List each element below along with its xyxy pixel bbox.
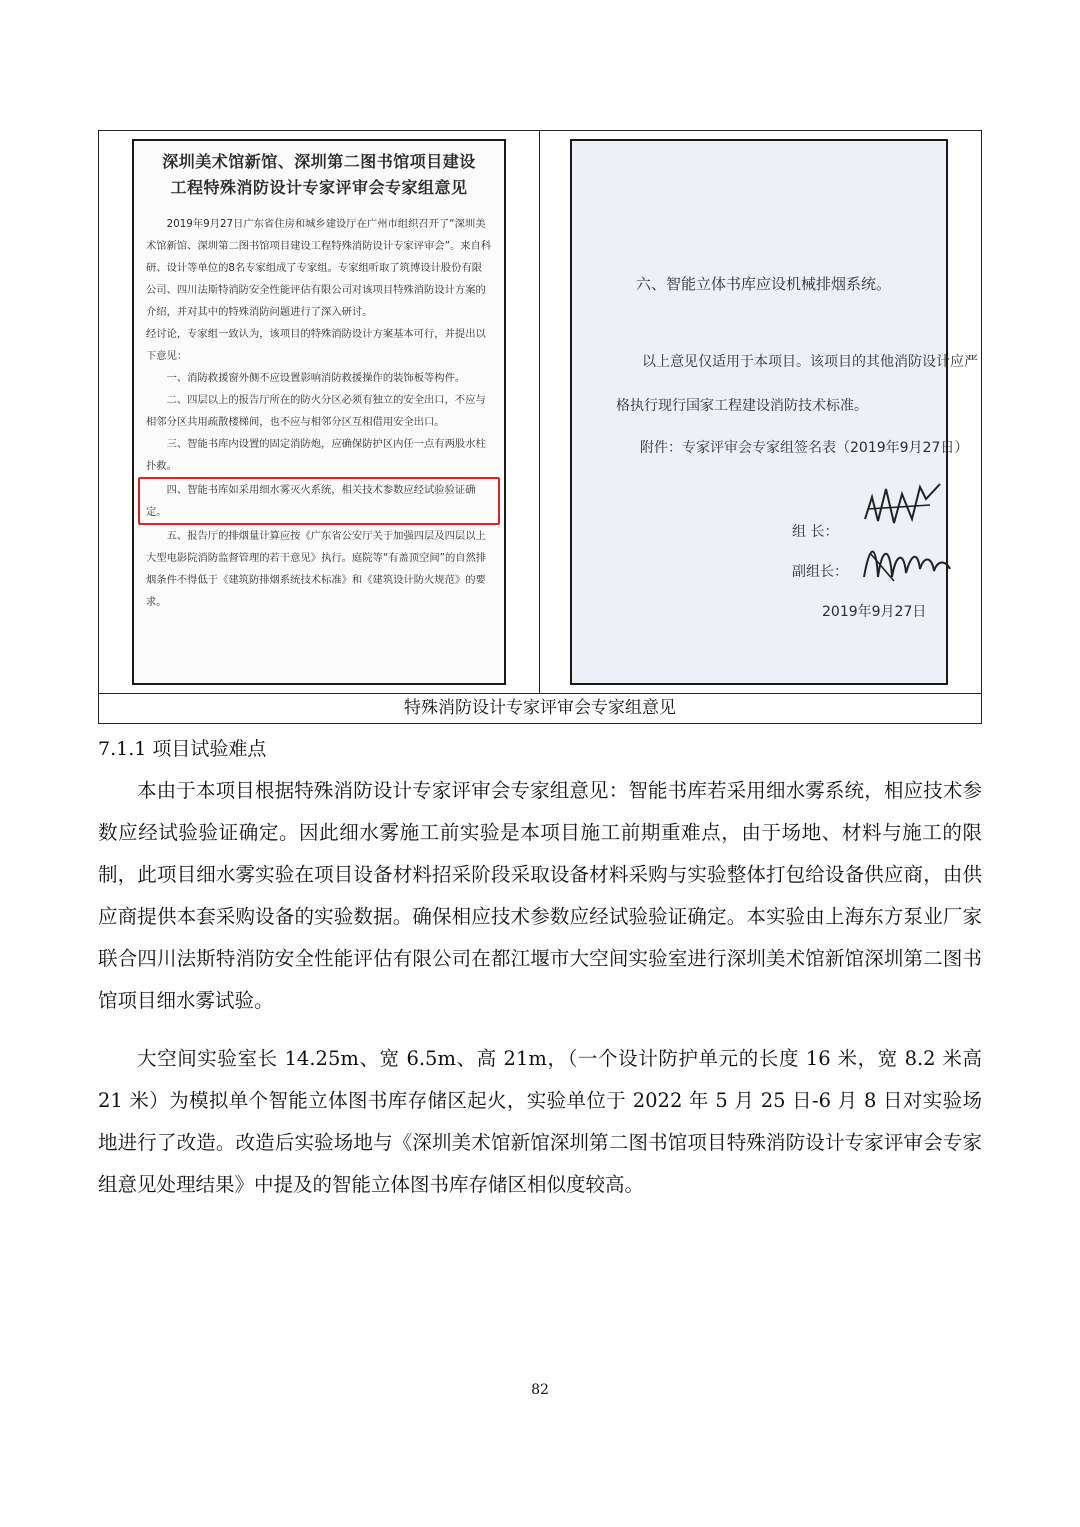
leader-signature (860, 479, 950, 539)
scan-closing-line2: 格执行现行国家工程建设消防技术标准。 (616, 398, 868, 414)
section-heading: 7.1.1 项目试验难点 (98, 738, 267, 760)
deputy-signature (860, 533, 956, 593)
scan-title-line2: 工程特殊消防设计专家评审会专家组意见 (170, 178, 468, 197)
highlight-box (138, 477, 500, 525)
scan-item-1: 一、消防救援窗外侧不应设置影响消防救援操作的装饰板等构件。 (166, 372, 466, 384)
scan-item-4: 四、智能书库如采用细水雾灭火系统，相关技术参数应经试验验证确定。 (146, 484, 476, 518)
page-number: 82 (531, 1382, 549, 1398)
scan-item-3: 三、智能书库内设置的固定消防炮，应确保防护区内任一点有两股水柱扑救。 (146, 438, 486, 472)
scan-item-5: 五、报告厅的排烟量计算应按《广东省公安厅关于加强四层及四层以上大型电影院消防监督管理的若干意见》执行。庭院等“有盖顶空间”的自然排烟条件不得低于《建筑防排烟系统技术标准》和《建筑设计防火规范》的要求。 (146, 530, 487, 608)
scan-item-2: 二、四层以上的报告厅所在的防火分区必须有独立的安全出口，不应与相邻分区共用疏散楼梯间，也不应与相邻分区互相借用安全出口。 (146, 394, 486, 428)
figure-table (98, 130, 982, 724)
scan-closing-line1: 以上意见仅适用于本项目。该项目的其他消防设计应严 (642, 354, 978, 370)
paragraph-2: 大空间实验室长 14.25m、宽 6.5m、高 21m，（一个设计防护单元的长度 16 米，宽 8.2 米高 21 米）为模拟单个智能立体图书库存储区起火，实验单位于 2022 年 5 月 25 日-6 月 8 日对实验场地进行了改造。改造后实验场地与《深圳美术馆新馆深圳第二图书馆项目特殊消防设计专家评审会专家组意见处理结果》中提及的智能立体图书库存储区相似度较高。 (98, 1047, 982, 1196)
scanned-document-signature-page (570, 139, 978, 685)
scan-consensus: 经讨论，专家组一致认为，该项目的特殊消防设计方案基本可行，并提出以下意见： (146, 328, 486, 362)
scan-deputy-label: 副组长： (792, 564, 848, 580)
scan-intro: 2019年9月27日广东省住房和城乡建设厅在广州市组织召开了“深圳美术馆新馆、深圳第二图书馆项目建设工程特殊消防设计专家评审会”。来自科研、设计等单位的8名专家组成了专家组。专家组听取了筑博设计股份有限公司、四川法斯特消防安全性能评估有限公司对该项目特殊消防设计方案的介绍，并对其中的特殊消防问题进行了深入研讨。 (146, 218, 492, 318)
figure-cell-left (99, 131, 540, 693)
scanned-document-opinion (132, 139, 506, 685)
scan-attachment: 附件：专家评审会专家组签名表（2019年9月27日） (640, 440, 969, 456)
scan-title-line1: 深圳美术馆新馆、深圳第二图书馆项目建设 (162, 152, 476, 171)
scan-leader-label: 组 长： (792, 524, 839, 540)
paragraph-1: 本由于本项目根据特殊消防设计专家评审会专家组意见：智能书库若采用细水雾系统，相应技术参数应经试验验证确定。因此细水雾施工前实验是本项目施工前期重难点，由于场地、材料与施工的限制，此项目细水雾实验在项目设备材料招采阶段采取设备材料采购与实验整体打包给设备供应商，由供应商提供本套采购设备的实验数据。确保相应技术参数应经试验验证确定。本实验由上海东方泵业厂家联合四川法斯特消防安全性能评估有限公司在都江堰市大空间实验室进行深圳美术馆新馆深圳第二图书馆项目细水雾试验。 (98, 779, 982, 1012)
figure-caption: 特殊消防设计专家评审会专家组意见 (99, 693, 981, 723)
scan-body (146, 213, 492, 613)
scan-date: 2019年9月27日 (822, 604, 927, 620)
scan-item-6: 六、智能立体书库应设机械排烟系统。 (636, 275, 892, 293)
